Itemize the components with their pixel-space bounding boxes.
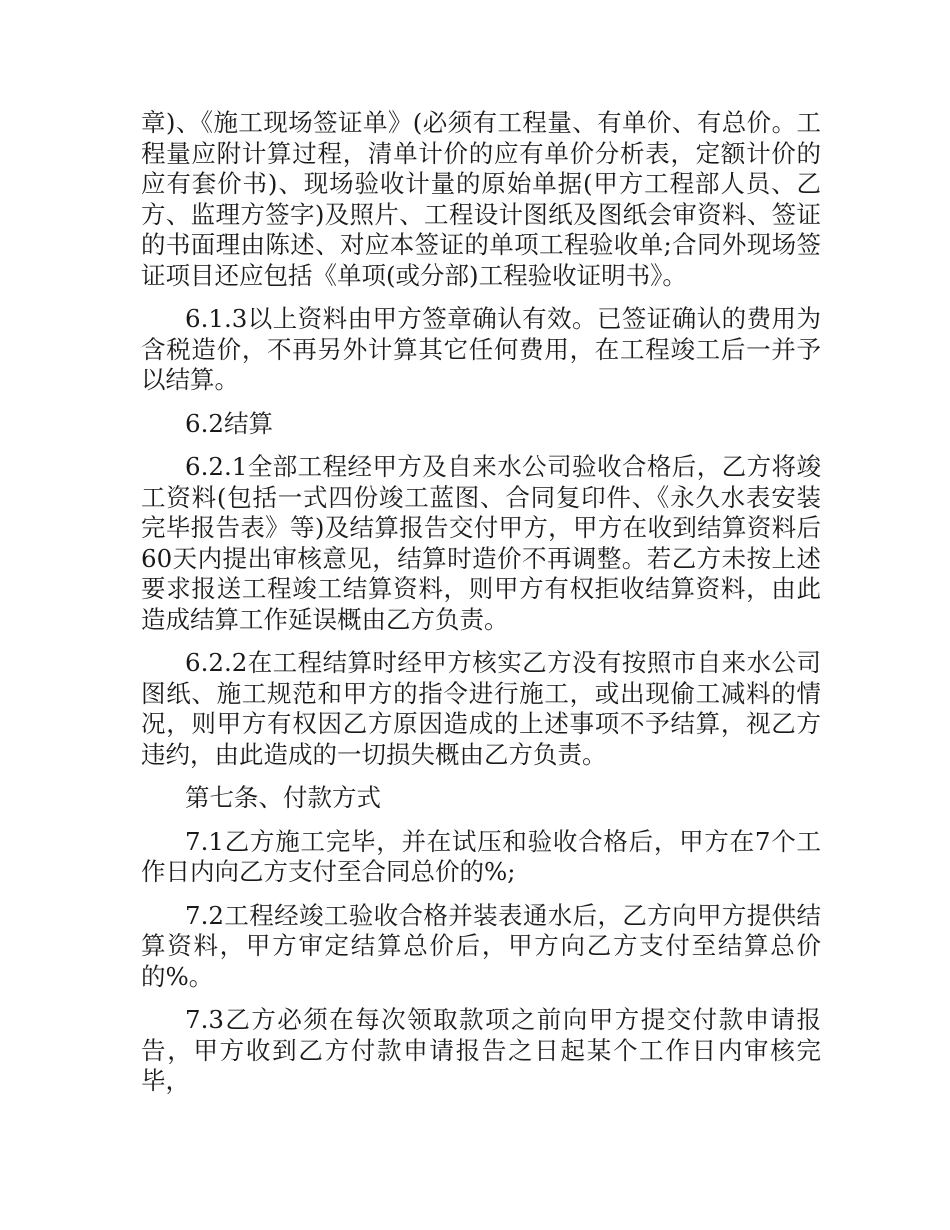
heading-6-2-settlement: 6.2结算 — [185, 408, 273, 438]
paragraph-6-2-1: 6.2.1全部工程经甲方及自来水公司验收合格后，乙方将竣工资料(包括一式四份竣工蓝图、合同复印件、《永久水表安装完毕报告表》等)及结算报告交付甲方，甲方在收到结算资料后60天内提出审核意见，结算时造价不再调整。若乙方未按上述要求报送工程竣工结算资料，则甲方有权拒收结算资料，由此造成结算工作延误概由乙方负责。 — [141, 452, 821, 634]
document-body — [141, 108, 821, 1110]
paragraph-7-2: 7.2工程经竣工验收合格并装表通水后，乙方向甲方提供结算资料，甲方审定结算总价后，甲方向乙方支付至结算总价的%。 — [141, 900, 821, 991]
paragraph-7-3: 7.3乙方必须在每次领取款项之前向甲方提交付款申请报告，甲方收到乙方付款申请报告之日起某个工作日内审核完毕， — [141, 1005, 821, 1095]
paragraph-7-1: 7.1乙方施工完毕，并在试压和验收合格后，甲方在7个工作日内向乙方支付至合同总价的%; — [141, 826, 821, 886]
paragraph-6-2-2: 6.2.2在工程结算时经甲方核实乙方没有按照市自来水公司图纸、施工规范和甲方的指令进行施工，或出现偷工减料的情况，则甲方有权因乙方原因造成的上述事项不予结算，视乙方违约，由此造成的一切损失概由乙方负责。 — [141, 648, 821, 769]
paragraph-continued-attachments: 章)、《施工现场签证单》(必须有工程量、有单价、有总价。工程量应附计算过程，清单计价的应有单价分析表，定额计价的应有套价书)、现场验收计量的原始单据(甲方工程部人员、乙方、监理方签字)及照片、工程设计图纸及图纸会审资料、签证的书面理由陈述、对应本签证的单项工程验收单;合同外现场签证项目还应包括《单项(或分部)工程验收证明书》。 — [141, 108, 821, 290]
paragraph-6-1-3: 6.1.3以上资料由甲方签章确认有效。已签证确认的费用为含税造价，不再另外计算其它任何费用，在工程竣工后一并予以结算。 — [141, 304, 821, 394]
heading-article-7-payment: 第七条、付款方式 — [185, 783, 381, 812]
